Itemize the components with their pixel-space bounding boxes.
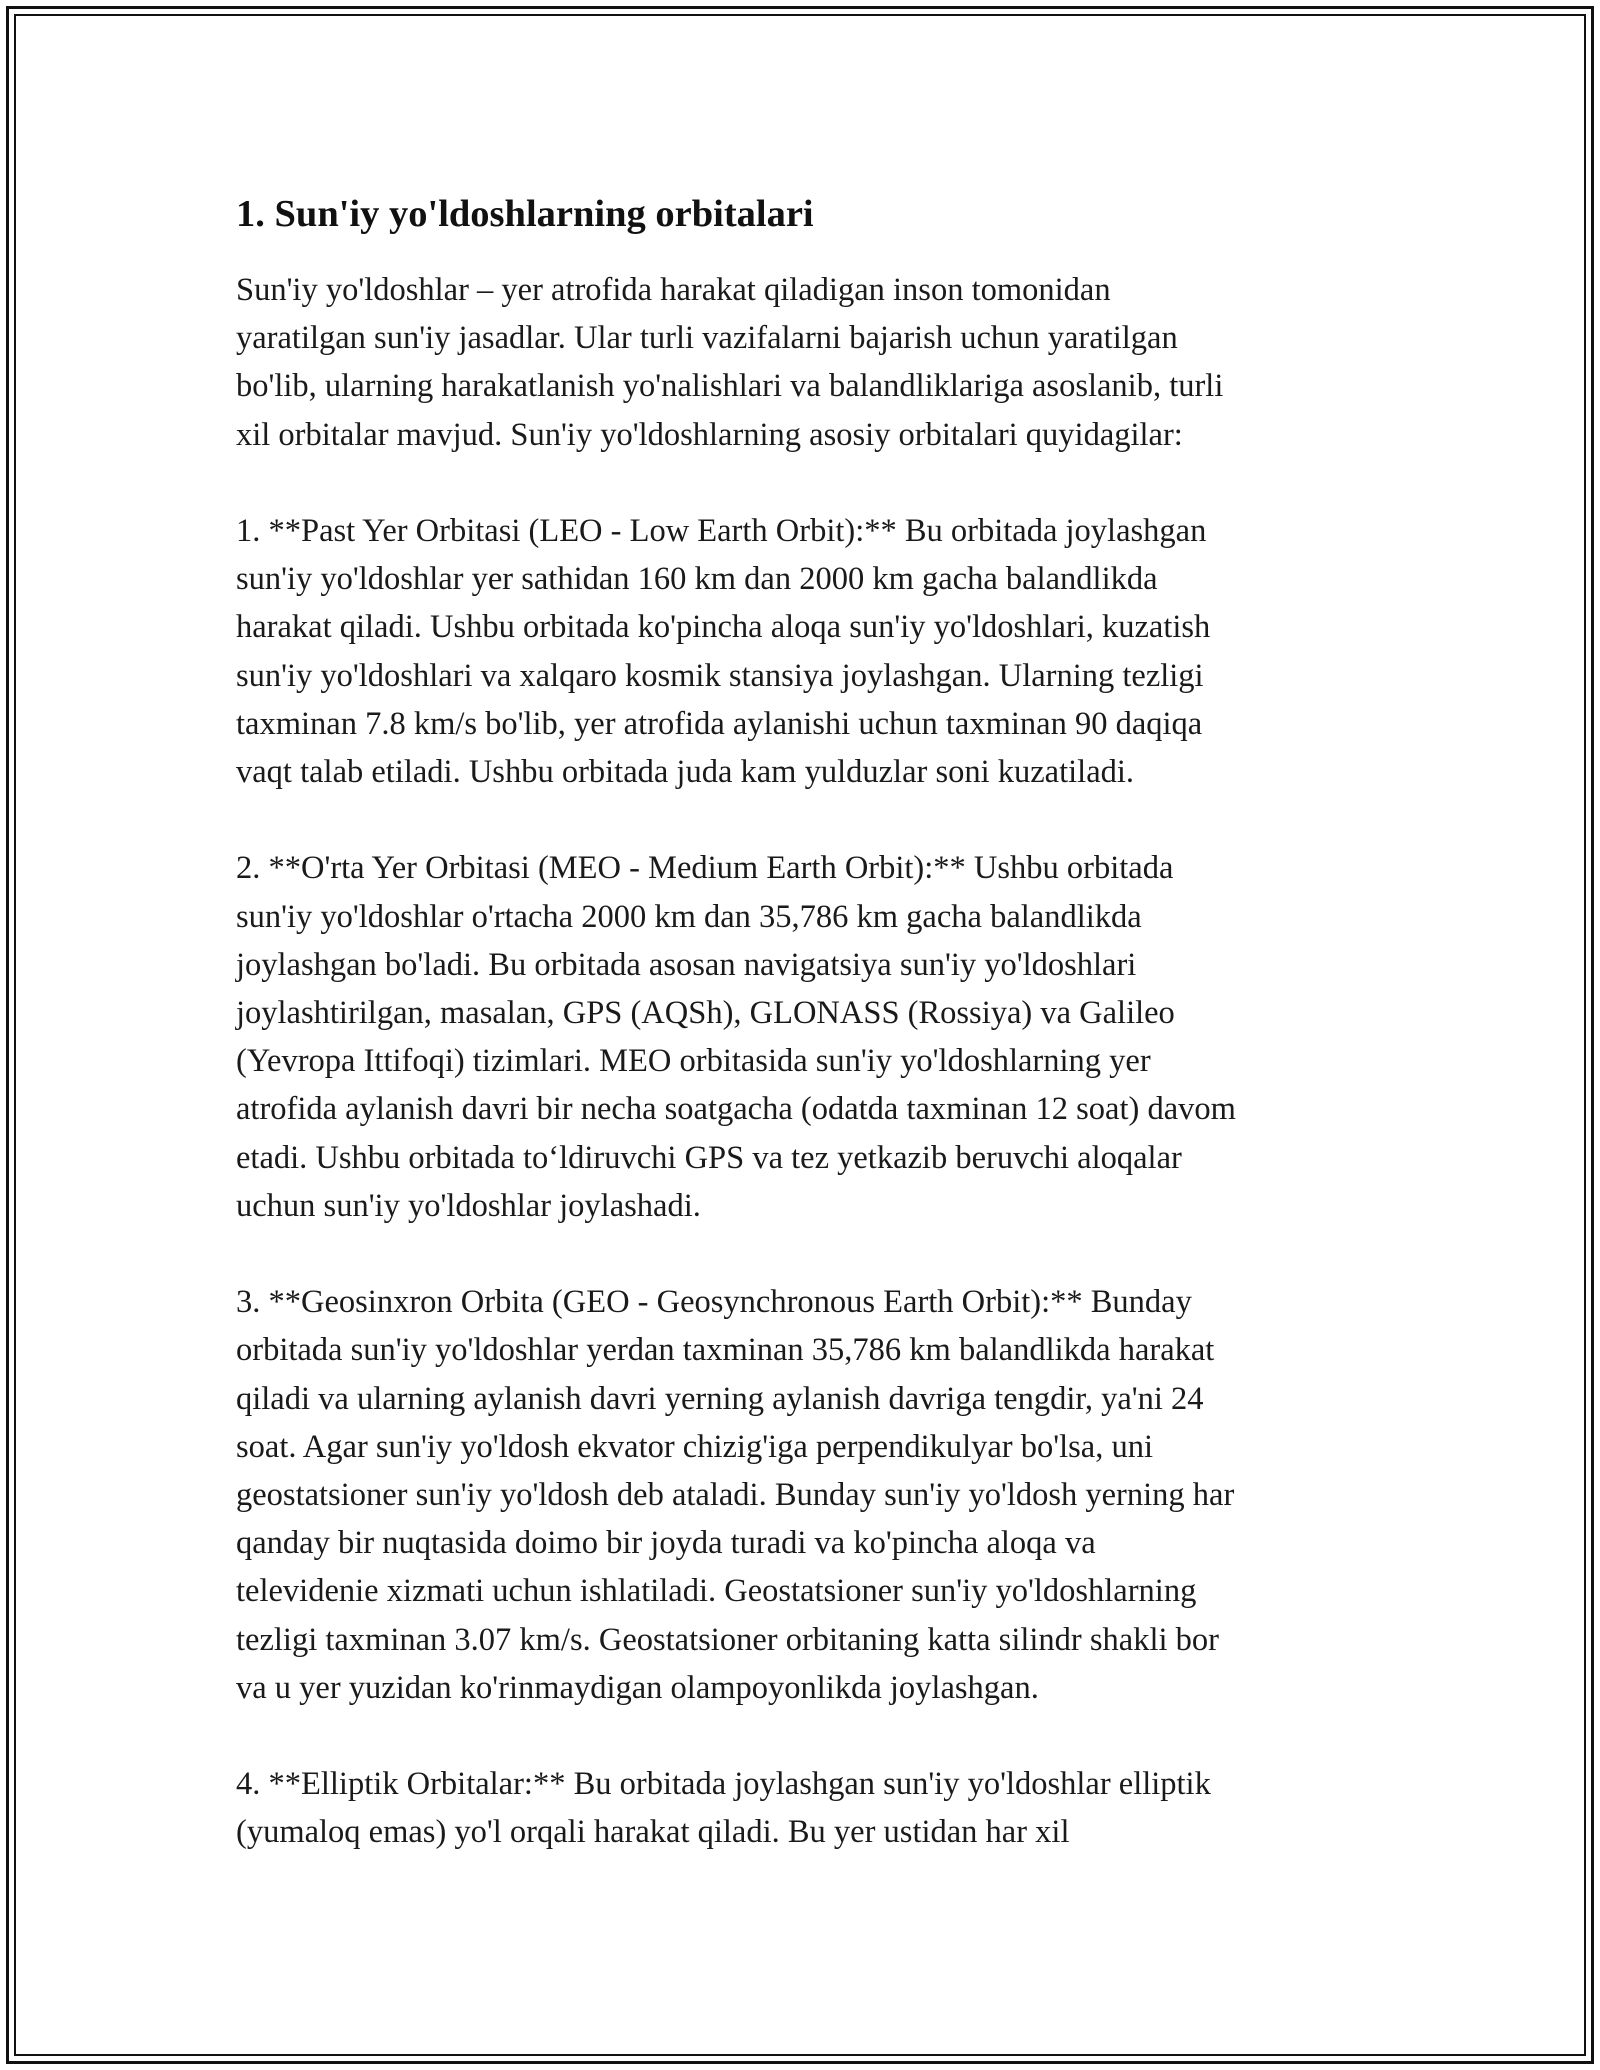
text-line: tezligi taxminan 3.07 km/s. Geostatsioner orbitaning katta silindr shakli bor (236, 1621, 1219, 1658)
text-line: 3. **Geosinxron Orbita (GEO - Geosynchronous Earth Orbit):** Bunday (236, 1284, 1192, 1321)
paragraph-meo (236, 844, 1376, 1230)
text-line: joylashtirilgan, masalan, GPS (AQSh), GLONASS (Rossiya) va Galileo (236, 995, 1175, 1032)
paragraph-gap (236, 1712, 1376, 1760)
text-line: va u yer yuzidan ko'rinmaydigan olampoyonlikda joylashgan. (236, 1669, 1039, 1706)
text-line: etadi. Ushbu orbitada to‘ldiruvchi GPS va tez yetkazib beruvchi aloqalar (236, 1139, 1182, 1176)
text-line: bo'lib, ularning harakatlanish yo'nalishlari va balandliklariga asoslanib, turli (236, 368, 1224, 405)
text-line: qiladi va ularning aylanish davri yerning aylanish davriga tengdir, ya'ni 24 (236, 1380, 1204, 1417)
text-line: (Yevropa Ittifoqi) tizimlari. MEO orbitasida sun'iy yo'ldoshlarning yer (236, 1043, 1151, 1080)
text-line: 4. **Elliptik Orbitalar:** Bu orbitada joylashgan sun'iy yo'ldoshlar elliptik (236, 1766, 1211, 1803)
text-line: televidenie xizmati uchun ishlatiladi. Geostatsioner sun'iy yo'ldoshlarning (236, 1573, 1197, 1610)
text-line: (yumaloq emas) yo'l orqali harakat qiladi. Bu yer ustidan har xil (236, 1814, 1070, 1851)
text-line: qanday bir nuqtasida doimo bir joyda turadi va ko'pincha aloqa va (236, 1525, 1096, 1562)
text-line: harakat qiladi. Ushbu orbitada ko'pincha aloqa sun'iy yo'ldoshlari, kuzatish (236, 609, 1211, 646)
paragraph-leo (236, 507, 1376, 796)
document-title: 1. Sun'iy yo'ldoshlarning orbitalari (236, 193, 814, 235)
text-line: 1. **Past Yer Orbitasi (LEO - Low Earth Orbit):** Bu orbitada joylashgan (236, 513, 1207, 549)
text-line: orbitada sun'iy yo'ldoshlar yerdan taxminan 35,786 km balandlikda harakat (236, 1332, 1215, 1369)
text-line: Sun'iy yo'ldoshlar – yer atrofida harakat qiladigan inson tomonidan (236, 272, 1111, 308)
text-line: 2. **O'rta Yer Orbitasi (MEO - Medium Earth Orbit):** Ushbu orbitada (236, 850, 1174, 887)
text-line: geostatsioner sun'iy yo'ldosh deb ataladi. Bunday sun'iy yo'ldosh yerning har (236, 1477, 1235, 1514)
text-line: taxminan 7.8 km/s bo'lib, yer atrofida aylanishi uchun taxminan 90 daqiqa (236, 705, 1203, 742)
text-line: sun'iy yo'ldoshlar o'rtacha 2000 km dan 35,786 km gacha balandlikda (236, 898, 1142, 935)
text-line: uchun sun'iy yo'ldoshlar joylashadi. (236, 1187, 701, 1224)
paragraph-gap (236, 459, 1376, 507)
text-line: sun'iy yo'ldoshlari va xalqaro kosmik stansiya joylashgan. Ularning tezligi (236, 657, 1204, 694)
paragraph-gap (236, 796, 1376, 844)
text-line: joylashgan bo'ladi. Bu orbitada asosan navigatsiya sun'iy yo'ldoshlari (236, 946, 1137, 983)
text-line: atrofida aylanish davri bir necha soatgacha (odatda taxminan 12 soat) davom (236, 1091, 1236, 1128)
paragraph-geo (236, 1278, 1376, 1712)
text-line: soat. Agar sun'iy yo'ldosh ekvator chizig'iga perpendikulyar bo'lsa, uni (236, 1428, 1153, 1465)
text-line: yaratilgan sun'iy jasadlar. Ular turli vazifalarni bajarish uchun yaratilgan (236, 320, 1178, 357)
paragraph-intro (236, 266, 1376, 459)
paragraph-elliptic (236, 1760, 1376, 1856)
text-line: xil orbitalar mavjud. Sun'iy yo'ldoshlarning asosiy orbitalari quyidagilar: (236, 416, 1183, 453)
text-line: sun'iy yo'ldoshlar yer sathidan 160 km dan 2000 km gacha balandlikda (236, 561, 1158, 598)
paragraph-gap (236, 1230, 1376, 1278)
document-body (236, 188, 1376, 1857)
text-line: vaqt talab etiladi. Ushbu orbitada juda kam yulduzlar soni kuzatiladi. (236, 754, 1135, 791)
